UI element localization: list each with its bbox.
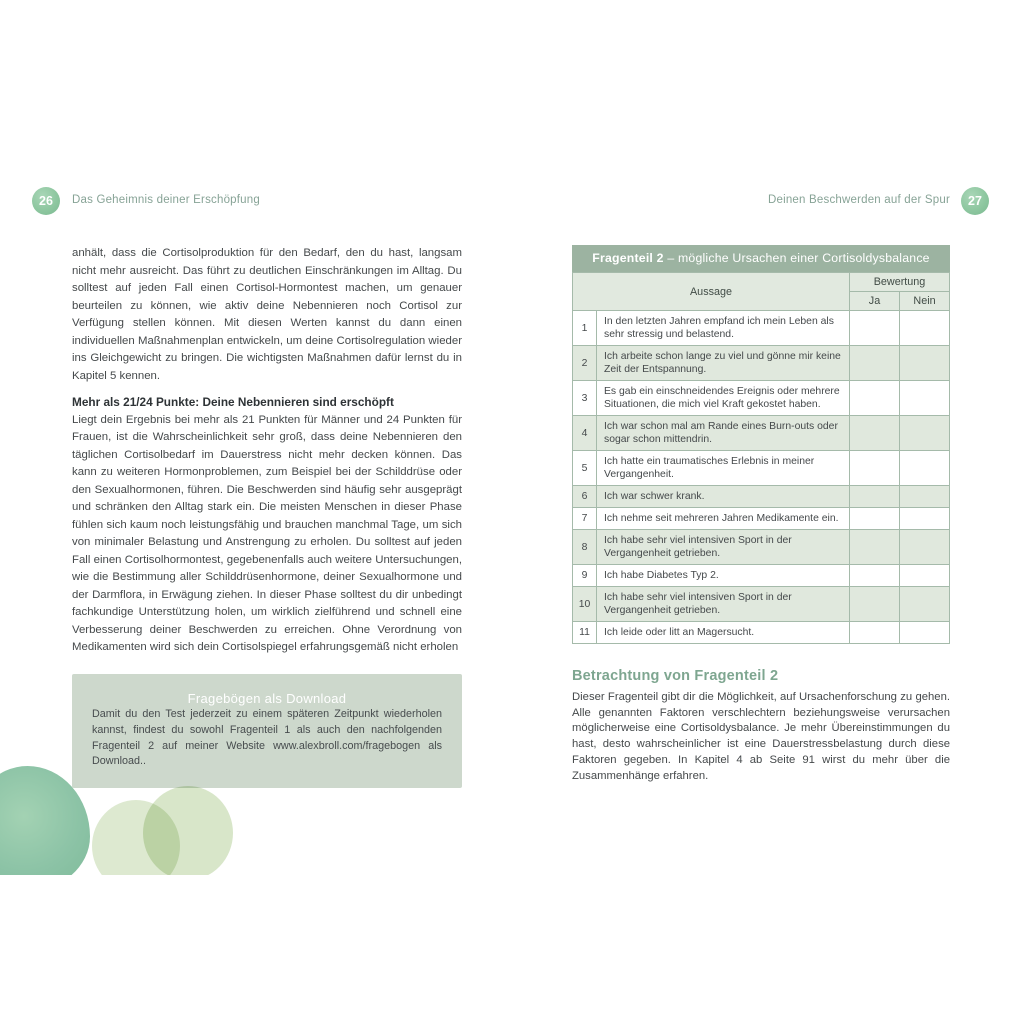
- questionnaire-table: [572, 272, 950, 644]
- row-number: 10: [573, 587, 597, 622]
- answer-cell-ja[interactable]: [850, 381, 900, 416]
- row-number: 11: [573, 622, 597, 644]
- answer-cell-ja[interactable]: [850, 486, 900, 508]
- col-header-ja: Ja: [850, 292, 900, 311]
- row-number: 3: [573, 381, 597, 416]
- row-number: 9: [573, 565, 597, 587]
- answer-cell-nein[interactable]: [900, 587, 950, 622]
- table-row: [573, 565, 950, 587]
- table-row: [573, 381, 950, 416]
- answer-cell-ja[interactable]: [850, 346, 900, 381]
- answer-cell-nein[interactable]: [900, 508, 950, 530]
- row-number: 1: [573, 311, 597, 346]
- table-row: [573, 451, 950, 486]
- answer-cell-ja[interactable]: [850, 622, 900, 644]
- watercolor-blob-large: [0, 766, 90, 875]
- row-number: 7: [573, 508, 597, 530]
- table-row: [573, 416, 950, 451]
- answer-cell-nein[interactable]: [900, 565, 950, 587]
- answer-cell-nein[interactable]: [900, 622, 950, 644]
- row-statement: Ich leide oder litt an Magersucht.: [597, 622, 850, 644]
- answer-cell-nein[interactable]: [900, 311, 950, 346]
- right-page-number-badge: 27: [961, 187, 989, 215]
- table-row: [573, 486, 950, 508]
- row-number: 6: [573, 486, 597, 508]
- table-row: [573, 508, 950, 530]
- left-page-header: Das Geheimnis deiner Erschöpfung: [72, 194, 260, 206]
- right-page-body: [572, 245, 950, 784]
- row-statement: In den letzten Jahren empfand ich mein Leben als sehr stressig und belastend.: [597, 311, 850, 346]
- table-title-rest: – mögliche Ursachen einer Cortisoldysbalance: [663, 251, 930, 265]
- answer-cell-nein[interactable]: [900, 451, 950, 486]
- table-row: [573, 346, 950, 381]
- row-number: 8: [573, 530, 597, 565]
- questionnaire-table-title: [572, 245, 950, 272]
- answer-cell-ja[interactable]: [850, 416, 900, 451]
- left-page-body: [72, 245, 462, 788]
- section-heading-nebennieren: Mehr als 21/24 Punkte: Deine Nebennieren sind erschöpft: [72, 395, 394, 409]
- row-number: 2: [573, 346, 597, 381]
- table-header-row: [573, 273, 950, 292]
- row-statement: Ich arbeite schon lange zu viel und gönne mir keine Zeit der Entspannung.: [597, 346, 850, 381]
- answer-cell-ja[interactable]: [850, 565, 900, 587]
- row-statement: Ich habe sehr viel intensiven Sport in der Vergangenheit getrieben.: [597, 530, 850, 565]
- answer-cell-ja[interactable]: [850, 587, 900, 622]
- answer-cell-nein[interactable]: [900, 381, 950, 416]
- table-title-strong: Fragenteil 2: [592, 251, 664, 265]
- row-number: 4: [573, 416, 597, 451]
- answer-cell-ja[interactable]: [850, 508, 900, 530]
- download-box-body: Damit du den Test jederzeit zu einem späteren Zeitpunkt wiederholen kannst, findest du sowohl Fragenteil 1 als auch den nachfolgenden Fragenteil 2 auf meiner Website www.alexbroll.com/fragebogen als Download..: [92, 708, 442, 768]
- col-header-nein: Nein: [900, 292, 950, 311]
- table-row: [573, 530, 950, 565]
- row-statement: Ich hatte ein traumatisches Erlebnis in meiner Vergangenheit.: [597, 451, 850, 486]
- answer-cell-ja[interactable]: [850, 451, 900, 486]
- row-statement: Ich war schwer krank.: [597, 486, 850, 508]
- answer-cell-ja[interactable]: [850, 311, 900, 346]
- answer-cell-ja[interactable]: [850, 530, 900, 565]
- watercolor-decoration: [0, 760, 235, 875]
- row-statement: Ich habe Diabetes Typ 2.: [597, 565, 850, 587]
- row-statement: Es gab ein einschneidendes Ereignis oder mehrere Situationen, die mich viel Kraft gekostet haben.: [597, 381, 850, 416]
- row-number: 5: [573, 451, 597, 486]
- col-header-bewertung: Bewertung: [850, 273, 950, 292]
- row-statement: Ich nehme seit mehreren Jahren Medikamente ein.: [597, 508, 850, 530]
- paragraph-cortisol-production: anhält, dass die Cortisolproduktion für den Bedarf, den du hast, langsam nicht mehr ausreicht. Das führt zu deutlichen Einschränkungen im Alltag. Du solltest auf jeden Fall einen Cortisol-Hormontest machen, um genauer beurteilen zu können, wie aktiv deine Nebennieren noch Cortisol zur Verfügung stellen können. Mit diesen Werten kannst du dann einen individuellen Maßnahmenplan entwickeln, um deine Cortisolregulation wieder ins Gleichgewicht zu bringen. Die wichtigsten Maßnahmen dafür lernst du in Kapitel 5 kennen.: [72, 247, 462, 382]
- watercolor-circle-2: [143, 786, 233, 875]
- answer-cell-nein[interactable]: [900, 486, 950, 508]
- table-row: [573, 587, 950, 622]
- right-page-header: Deinen Beschwerden auf der Spur: [767, 194, 950, 206]
- left-page-number-badge: 26: [32, 187, 60, 215]
- answer-cell-nein[interactable]: [900, 416, 950, 451]
- download-box-title: Fragebögen als Download: [187, 690, 347, 706]
- table-row: [573, 311, 950, 346]
- paragraph-nebennieren-erschoepft: Liegt dein Ergebnis bei mehr als 21 Punkten für Männer und 24 Punkten für Frauen, ist die Wahrscheinlichkeit sehr groß, dass deine Nebennieren den täglichen Cortisolbedarf im Dauerstress nicht mehr decken können. Das kann zu weiteren Hormonproblemen, zum Beispiel bei der Schilddrüse oder den Sexualhormonen, führen. Die Beschwerden sind häufig sehr ausgeprägt und schränken den Alltag stark ein. Die meisten Menschen in dieser Phase fühlen sich kaum noch leistungsfähig und brauchen manchmal Tage, um sich von minimaler Belastung und Anstrengung zu erholen. Du solltest auf jeden Fall einen Cortisolhormontest, gegebenenfalls auch weitere Untersuchungen, wie die Bestimmung aller Schilddrüsenhormone, deiner Sexualhormone und der Darmflora, in Erwägung ziehen. In dieser Phase solltest du dir unbedingt fachkundige Unterstützung holen, um wirklich zielführend und schnell eine Verbesserung deiner Beschwerden zu erreichen. Ohne Verordnung von Medikamenten wird sich dein Cortisolspiegel erfahrungsgemäß nicht erholen: [72, 413, 462, 653]
- table-row: [573, 622, 950, 644]
- row-statement: Ich habe sehr viel intensiven Sport in der Vergangenheit getrieben.: [597, 587, 850, 622]
- col-header-aussage: Aussage: [573, 273, 850, 311]
- review-paragraph: Dieser Fragenteil gibt dir die Möglichkeit, auf Ursachenforschung zu gehen. Alle genannten Faktoren verschlechtern beziehungsweise verursachen möglicherweise eine Cortisoldysbalance. Je mehr Übereinstimmungen du hast, desto wahrscheinlicher ist eine Dauerstressbelastung durch diese Faktoren gegeben. In Kapitel 4 ab Seite 91 wirst du mehr über die Zusammenhänge erfahren.: [572, 691, 950, 782]
- answer-cell-nein[interactable]: [900, 530, 950, 565]
- review-heading: Betrachtung von Fragenteil 2: [572, 668, 779, 684]
- answer-cell-nein[interactable]: [900, 346, 950, 381]
- row-statement: Ich war schon mal am Rande eines Burn-outs oder sogar schon mittendrin.: [597, 416, 850, 451]
